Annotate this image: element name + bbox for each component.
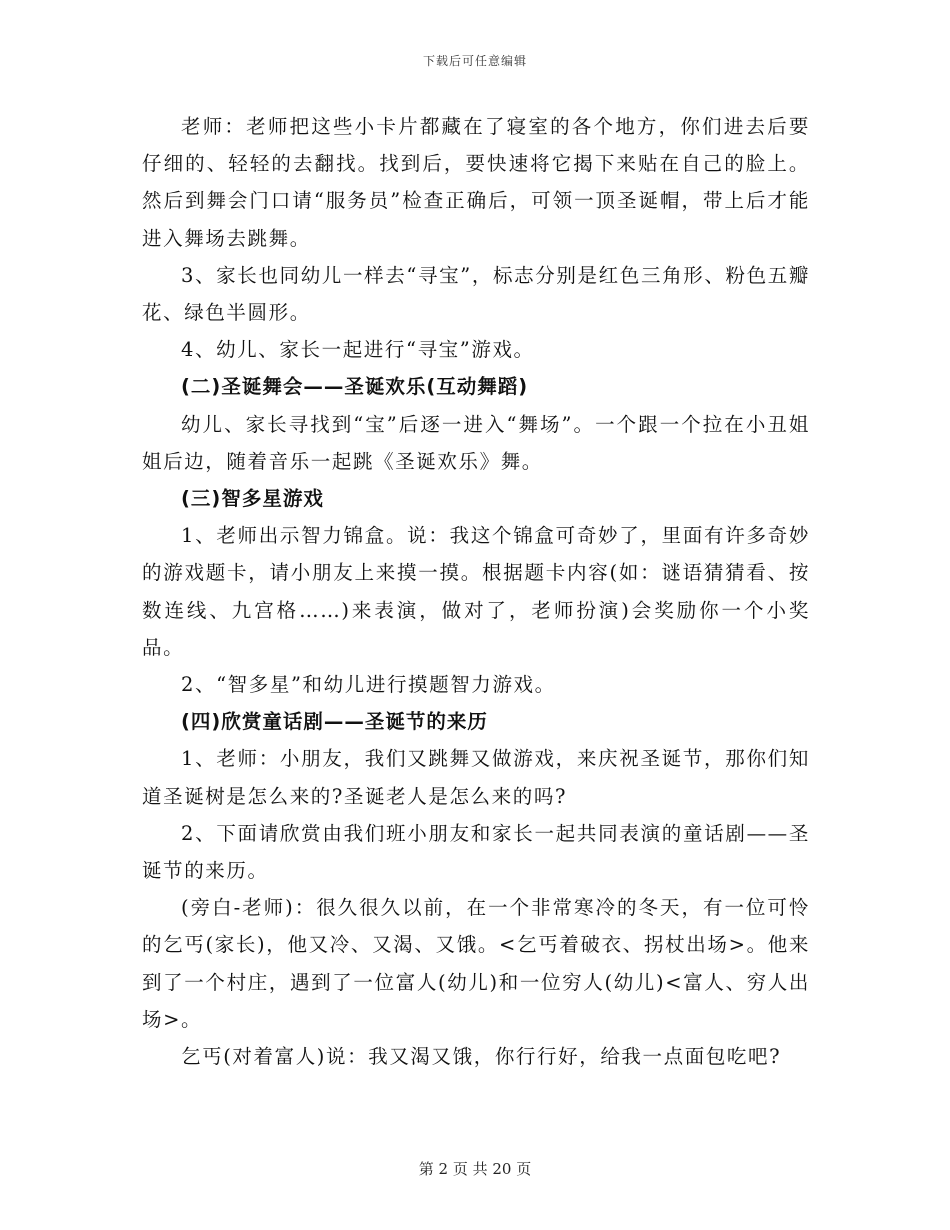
paragraph: (旁白-老师)：很久很久以前，在一个非常寒冷的冬天，有一位可怜的乞丐(家长)，他又冷、又渴、又饿。<乞丐着破衣、拐杖出场>。他来到了一个村庄，遇到了一位富人(幼儿)和一位穷人(幼儿)<富人、穷人出场>。: [142, 896, 810, 1031]
paragraph: 1、老师出示智力锦盒。说：我这个锦盒可奇妙了，里面有许多奇妙的游戏题卡，请小朋友上来摸一摸。根据题卡内容(如：谜语猜猜看、按数连线、九宫格……)来表演，做对了，老师扮演)会奖励你一个小奖品。: [142, 524, 810, 659]
paragraph: 幼儿、家长寻找到“宝”后逐一进入“舞场”。一个跟一个拉在小丑姐姐后边，随着音乐一起跳《圣诞欢乐》舞。: [142, 412, 810, 473]
paragraph: 2、“智多星”和幼儿进行摸题智力游戏。: [181, 673, 556, 697]
page-header: 下载后可任意编辑: [422, 54, 527, 68]
paragraph: 2、下面请欣赏由我们班小朋友和家长一起共同表演的童话剧——圣诞节的来历。: [142, 821, 810, 883]
section-heading: (二)圣诞舞会——圣诞欢乐(互动舞蹈): [181, 375, 529, 399]
paragraph: 乞丐(对着富人)说：我又渴又饿，你行行好，给我一点面包吃吧?: [181, 1045, 782, 1069]
paragraph: 1、老师：小朋友，我们又跳舞又做游戏，来庆祝圣诞节，那你们知道圣诞树是怎么来的?圣诞老人是怎么来的吗?: [142, 747, 810, 808]
section-heading: (四)欣赏童话剧——圣诞节的来历: [181, 710, 488, 734]
paragraph: 老师：老师把这些小卡片都藏在了寝室的各个地方，你们进去后要仔细的、轻轻的去翻找。找到后，要快速将它揭下来贴在自己的脸上。然后到舞会门口请“服务员”检查正确后，可领一顶圣诞帽，带上后才能进入舞场去跳舞。: [142, 115, 810, 250]
section-heading: (三)智多星游戏: [181, 487, 324, 511]
document-body: [142, 108, 810, 1075]
paragraph: 3、家长也同幼儿一样去“寻宝”，标志分别是红色三角形、粉色五瓣花、绿色半圆形。: [142, 263, 810, 325]
page-footer: 第 2 页 共 20 页: [418, 1160, 532, 1178]
paragraph: 4、幼儿、家长一起进行“寻宝”游戏。: [181, 338, 535, 362]
